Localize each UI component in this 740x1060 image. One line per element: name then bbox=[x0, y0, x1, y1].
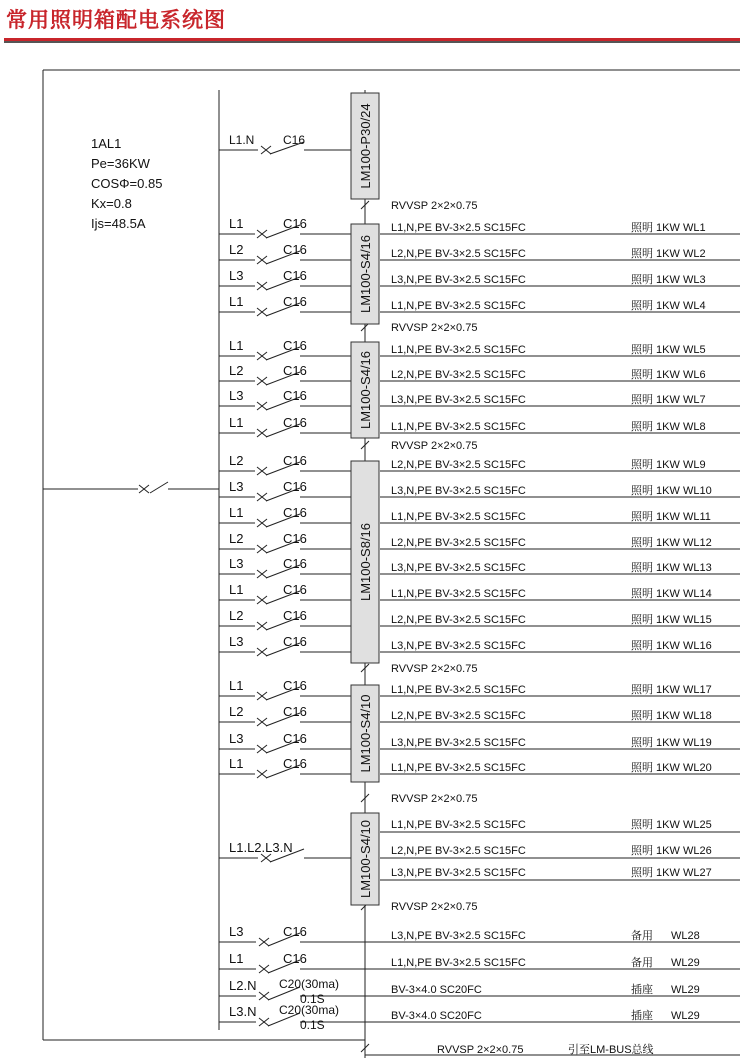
phase-label: L1.L2.L3.N bbox=[229, 840, 293, 855]
breaker-label: C16 bbox=[283, 756, 307, 771]
circuit-id: 照明 1KW WL18 bbox=[631, 710, 712, 722]
circuit-id: 照明 1KW WL16 bbox=[631, 640, 712, 652]
module-label: LM100-S4/16 bbox=[358, 234, 373, 314]
phase-label: L1.N bbox=[229, 133, 255, 147]
circuit-use: 备用 bbox=[631, 930, 653, 942]
circuit-id: 照明 1KW WL9 bbox=[631, 459, 706, 471]
phase-label: L3 bbox=[229, 268, 244, 283]
cable-spec: L1,N,PE BV-3×2.5 SC15FC bbox=[391, 762, 526, 774]
rvvsp-label: RVVSP 2×2×0.75 bbox=[391, 440, 478, 452]
cable-spec: L1,N,PE BV-3×2.5 SC15FC bbox=[391, 819, 526, 831]
cable-spec: L2,N,PE BV-3×2.5 SC15FC bbox=[391, 845, 526, 857]
breaker-label: C16 bbox=[283, 582, 307, 597]
cable-spec: L3,N,PE BV-3×2.5 SC15FC bbox=[391, 867, 526, 879]
phase-label: L3 bbox=[229, 479, 244, 494]
circuit-id: WL29 bbox=[671, 984, 700, 996]
circuit-id: 照明 1KW WL17 bbox=[631, 684, 712, 696]
circuit-id: 照明 1KW WL25 bbox=[631, 819, 712, 831]
breaker-label: C16 bbox=[283, 924, 307, 939]
cable-spec: L1,N,PE BV-3×2.5 SC15FC bbox=[391, 588, 526, 600]
breaker-label: C16 bbox=[283, 634, 307, 649]
circuit-use: 插座 bbox=[631, 1010, 653, 1022]
breaker-label: C16 bbox=[283, 268, 307, 283]
panel-info-line: Pe=36KW bbox=[91, 156, 150, 171]
module-label: LM100-S4/16 bbox=[358, 350, 373, 430]
phase-label: L2 bbox=[229, 531, 244, 546]
circuit-id: 照明 1KW WL27 bbox=[631, 867, 712, 879]
breaker-label: C16 bbox=[283, 133, 306, 147]
phase-label: L1 bbox=[229, 505, 244, 520]
phase-label: L1 bbox=[229, 294, 244, 309]
phase-label: L3 bbox=[229, 634, 244, 649]
circuit-id: 照明 1KW WL13 bbox=[631, 562, 712, 574]
circuit-id: 照明 1KW WL20 bbox=[631, 762, 712, 774]
main-breaker-contact bbox=[150, 482, 168, 493]
circuit-id: 照明 1KW WL8 bbox=[631, 421, 706, 433]
phase-label: L3 bbox=[229, 731, 244, 746]
panel-info-line: COSΦ=0.85 bbox=[91, 176, 163, 191]
phase-label: L3 bbox=[229, 556, 244, 571]
circuit-id: 照明 1KW WL7 bbox=[631, 394, 706, 406]
circuit-id: WL29 bbox=[671, 1010, 700, 1022]
phase-label: L1 bbox=[229, 951, 244, 966]
cable-spec: L3,N,PE BV-3×2.5 SC15FC bbox=[391, 640, 526, 652]
breaker-label: C16 bbox=[283, 216, 307, 231]
circuit-use: 备用 bbox=[631, 957, 653, 969]
module-label: LM100-P30/24 bbox=[358, 103, 373, 189]
cable-spec: L1,N,PE BV-3×2.5 SC15FC bbox=[391, 300, 526, 312]
cable-spec: L3,N,PE BV-3×2.5 SC15FC bbox=[391, 930, 526, 942]
breaker-label: C16 bbox=[283, 704, 307, 719]
circuit-id: 照明 1KW WL15 bbox=[631, 614, 712, 626]
circuit-id: 照明 1KW WL4 bbox=[631, 300, 706, 312]
cable-spec: L1,N,PE BV-3×2.5 SC15FC bbox=[391, 344, 526, 356]
rvvsp-label: RVVSP 2×2×0.75 bbox=[391, 901, 478, 913]
circuit-id: WL28 bbox=[671, 930, 700, 942]
breaker-label: C16 bbox=[283, 363, 307, 378]
bus-note: 引至LM-BUS总线 bbox=[568, 1044, 654, 1056]
panel-info-line: Ijs=48.5A bbox=[91, 216, 146, 231]
cable-spec: L2,N,PE BV-3×2.5 SC15FC bbox=[391, 369, 526, 381]
breaker-label: C20(30ma) bbox=[279, 1003, 340, 1017]
cable-spec: L2,N,PE BV-3×2.5 SC15FC bbox=[391, 459, 526, 471]
panel-info-line: Kx=0.8 bbox=[91, 196, 132, 211]
circuit-id: 照明 1KW WL11 bbox=[631, 511, 711, 523]
breaker-label: C16 bbox=[283, 731, 307, 746]
cable-spec: L3,N,PE BV-3×2.5 SC15FC bbox=[391, 394, 526, 406]
module-label: LM100-S4/10 bbox=[358, 694, 373, 773]
breaker-label: C16 bbox=[283, 479, 307, 494]
breaker-label: C16 bbox=[283, 453, 307, 468]
circuit-id: 照明 1KW WL3 bbox=[631, 274, 706, 286]
phase-label: L3 bbox=[229, 388, 244, 403]
circuit-id: 照明 1KW WL1 bbox=[631, 222, 706, 234]
cable-spec: L3,N,PE BV-3×2.5 SC15FC bbox=[391, 274, 526, 286]
rvvsp-label: RVVSP 2×2×0.75 bbox=[391, 322, 478, 334]
phase-label: L1 bbox=[229, 582, 244, 597]
phase-label: L2 bbox=[229, 242, 244, 257]
breaker-label: C16 bbox=[283, 678, 307, 693]
circuit-id: 照明 1KW WL5 bbox=[631, 344, 706, 356]
phase-label: L1 bbox=[229, 216, 244, 231]
breaker-label: C20(30ma) bbox=[279, 977, 340, 991]
phase-label: L2 bbox=[229, 608, 244, 623]
cable-spec: L2,N,PE BV-3×2.5 SC15FC bbox=[391, 710, 526, 722]
cable-spec: L1,N,PE BV-3×2.5 SC15FC bbox=[391, 957, 526, 969]
circuit-id: 照明 1KW WL19 bbox=[631, 737, 712, 749]
cable-spec: L3,N,PE BV-3×2.5 SC15FC bbox=[391, 737, 526, 749]
circuit-id: WL29 bbox=[671, 957, 700, 969]
breaker-label: C16 bbox=[283, 388, 307, 403]
rvvsp-label: RVVSP 2×2×0.75 bbox=[391, 663, 478, 675]
breaker-label: C16 bbox=[283, 338, 307, 353]
circuit-id: 照明 1KW WL10 bbox=[631, 485, 712, 497]
module-label: LM100-S8/16 bbox=[358, 522, 373, 602]
cable-spec: L2,N,PE BV-3×2.5 SC15FC bbox=[391, 614, 526, 626]
breaker-label: C16 bbox=[283, 415, 307, 430]
circuit-id: 照明 1KW WL2 bbox=[631, 248, 706, 260]
phase-label: L3 bbox=[229, 924, 244, 939]
cable-spec: L1,N,PE BV-3×2.5 SC15FC bbox=[391, 421, 526, 433]
cable-spec: L1,N,PE BV-3×2.5 SC15FC bbox=[391, 684, 526, 696]
cable-spec: L1,N,PE BV-3×2.5 SC15FC bbox=[391, 222, 526, 234]
cable-spec: L3,N,PE BV-3×2.5 SC15FC bbox=[391, 562, 526, 574]
cable-spec: L3,N,PE BV-3×2.5 SC15FC bbox=[391, 485, 526, 497]
breaker-sub-label: 0.1S bbox=[300, 1018, 325, 1032]
circuit-use: 插座 bbox=[631, 984, 653, 996]
rvvsp-label: RVVSP 2×2×0.75 bbox=[437, 1044, 524, 1056]
phase-label: L1 bbox=[229, 338, 244, 353]
breaker-label: C16 bbox=[283, 951, 307, 966]
cable-spec: L2,N,PE BV-3×2.5 SC15FC bbox=[391, 537, 526, 549]
module-label: LM100-S4/10 bbox=[358, 819, 373, 899]
cable-spec: L1,N,PE BV-3×2.5 SC15FC bbox=[391, 511, 526, 523]
breaker-label: C16 bbox=[283, 242, 307, 257]
breaker-label: C16 bbox=[283, 608, 307, 623]
phase-label: L2 bbox=[229, 453, 244, 468]
breaker-label: C16 bbox=[283, 556, 307, 571]
panel-info-line: 1AL1 bbox=[91, 136, 122, 151]
phase-label: L1 bbox=[229, 678, 244, 693]
cable-spec: L2,N,PE BV-3×2.5 SC15FC bbox=[391, 248, 526, 260]
breaker-sub-label: 0.1S bbox=[300, 992, 325, 1006]
cable-spec: BV-3×4.0 SC20FC bbox=[391, 984, 482, 996]
circuit-id: 照明 1KW WL26 bbox=[631, 845, 712, 857]
cable-spec: BV-3×4.0 SC20FC bbox=[391, 1010, 482, 1022]
breaker-label: C16 bbox=[283, 294, 307, 309]
phase-label: L2 bbox=[229, 704, 244, 719]
breaker-label: C16 bbox=[283, 531, 307, 546]
breaker-label: C16 bbox=[283, 505, 307, 520]
circuit-id: 照明 1KW WL14 bbox=[631, 588, 712, 600]
rvvsp-label: RVVSP 2×2×0.75 bbox=[391, 200, 478, 212]
phase-label: L1 bbox=[229, 415, 244, 430]
phase-label: L2.N bbox=[229, 978, 257, 993]
circuit-id: 照明 1KW WL12 bbox=[631, 537, 712, 549]
phase-label: L2 bbox=[229, 363, 244, 378]
rvvsp-label: RVVSP 2×2×0.75 bbox=[391, 793, 478, 805]
phase-label: L3.N bbox=[229, 1004, 257, 1019]
phase-label: L1 bbox=[229, 756, 244, 771]
page-title: 常用照明箱配电系统图 bbox=[6, 8, 226, 32]
circuit-id: 照明 1KW WL6 bbox=[631, 369, 706, 381]
